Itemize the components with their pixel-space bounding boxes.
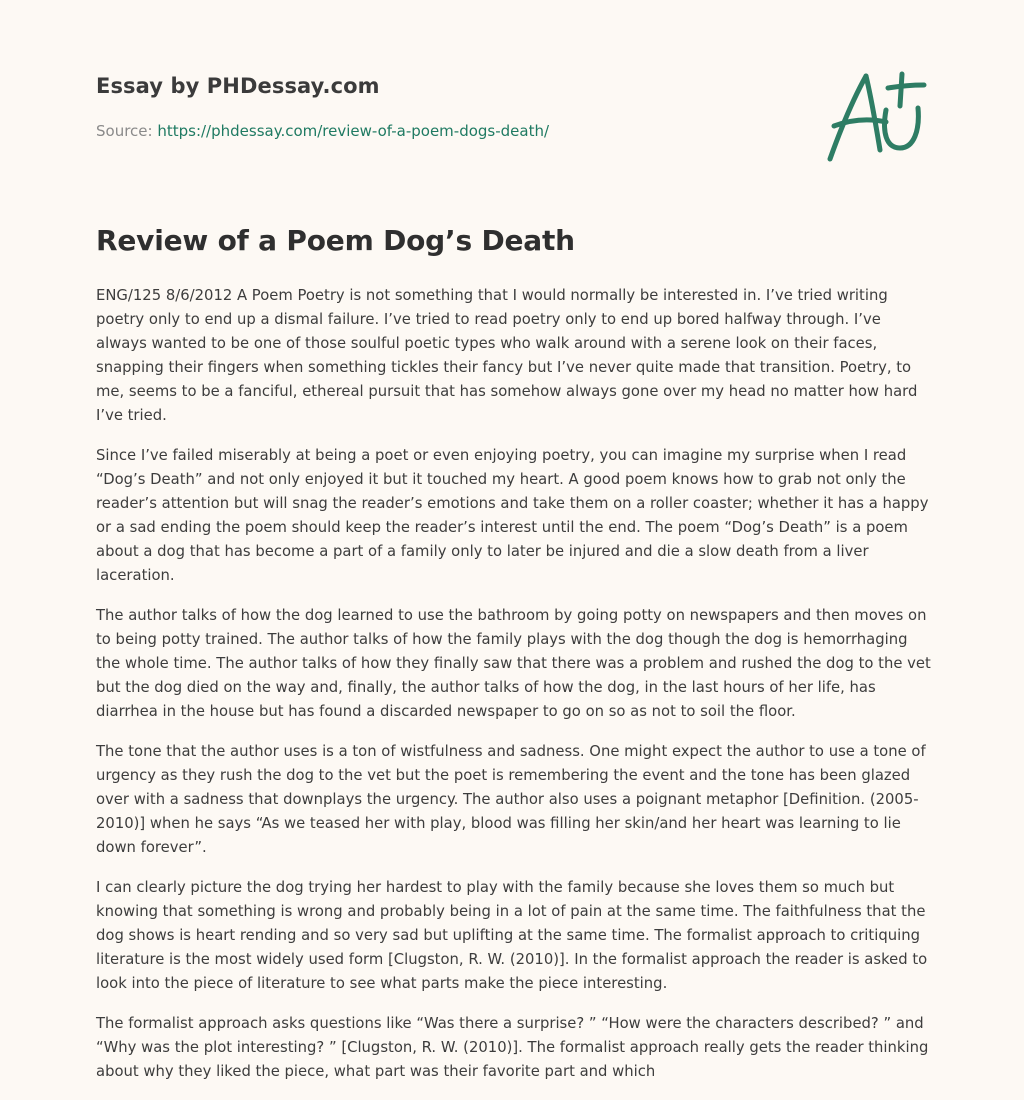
essay-body [96, 284, 934, 1100]
essay-title: Review of a Poem Dog’s Death [96, 224, 575, 257]
essay-paragraph: The author talks of how the dog learned to use the bathroom by going potty on newspapers and then moves on to being potty trained. The author talks of how the family plays with the dog though the dog is hemorrhaging the whole time. The author talks of how they finally saw that there was a problem and rushed the dog to the vet but the dog died on the way and, finally, the author talks of how the dog, in the last hours of her life, has diarrhea in the house but has found a discarded newspaper to go on so as not to soil the floor. [96, 607, 931, 720]
source-link[interactable]: https://phdessay.com/review-of-a-poem-dogs-death/ [157, 122, 550, 140]
essay-paragraph: The tone that the author uses is a ton of wistfulness and sadness. One might expect the author to use a tone of urgency as they rush the dog to the vet but the poet is remembering the event and the tone has been glazed over with a sadness that downplays the urgency. The author also uses a poignant metaphor [Definition. (2005-2010)] when he says “As we teased her with play, blood was filling her skin/and her heart was learning to lie down forever”. [96, 743, 926, 856]
essay-paragraph: The formalist approach asks questions like “Was there a surprise? ” “How were the characters described? ” and “Why was the plot interesting? ” [Clugston, R. W. (2010)]. The formalist approach really gets the reader thinking about why they liked the piece, what part was their favorite part and which [96, 1015, 929, 1080]
site-brand: Essay by PHDessay.com [96, 74, 380, 98]
a-plus-grade-icon [820, 66, 930, 166]
page-header [96, 74, 796, 140]
essay-paragraph: I can clearly picture the dog trying her hardest to play with the family because she loves them so much but knowing that something is wrong and probably being in a lot of pain at the same time. The faithfulness that the dog shows is heart rending and so very sad but uplifting at the same time. The formalist approach to critiquing literature is the most widely used form [Clugston, R. W. (2010)]. In the formalist approach the reader is asked to look into the piece of literature to see what parts make the piece interesting. [96, 879, 928, 992]
source-label: Source: [96, 122, 158, 140]
essay-paragraph: ENG/125 8/6/2012 A Poem Poetry is not something that I would normally be interested in. I’ve tried writing poetry only to end up a dismal failure. I’ve tried to read poetry only to end up bored halfway through. I’ve always wanted to be one of those soulful poetic types who walk around with a serene look on their faces, snapping their fingers when something tickles their fancy but I’ve never quite made that transition. Poetry, to me, seems to be a fanciful, ethereal pursuit that has somehow always gone over my head no matter how hard I’ve tried. [96, 287, 918, 424]
source-line [96, 122, 796, 140]
essay-paragraph: Since I’ve failed miserably at being a poet or even enjoying poetry, you can imagine my surprise when I read “Dog’s Death” and not only enjoyed it but it touched my heart. A good poem knows how to grab not only the reader’s attention but will snag the reader’s emotions and take them on a roller coaster; whether it has a happy or a sad ending the poem should keep the reader’s interest until the end. The poem “Dog’s Death” is a poem about a dog that has become a part of a family only to later be injured and die a slow death from a liver laceration. [96, 447, 929, 584]
